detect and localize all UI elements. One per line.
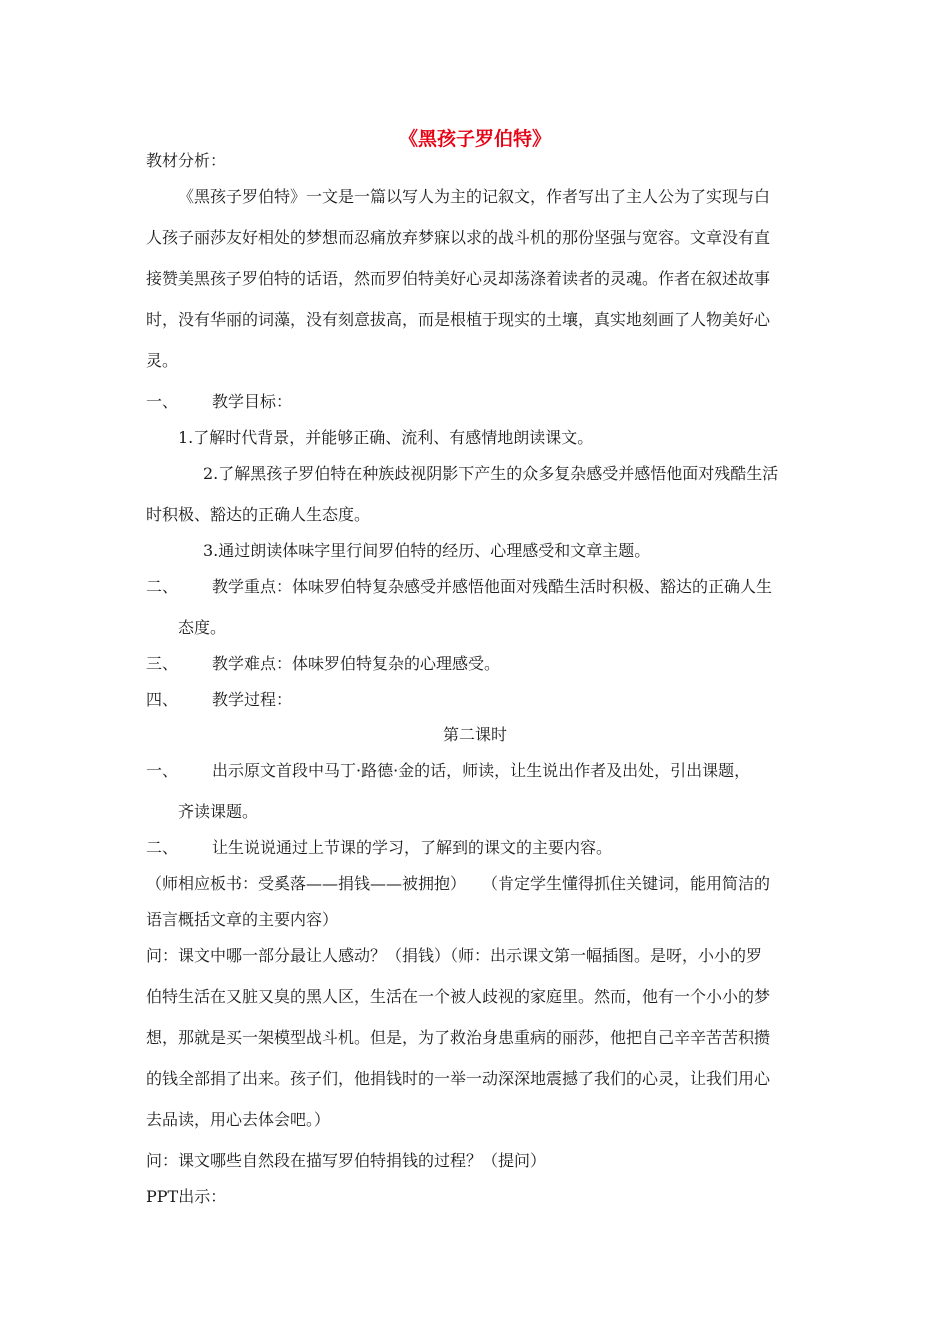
question-line: 伯特生活在又脏又臭的黑人区，生活在一个被人歧视的家庭里。然而，他有一个小小的梦 — [146, 987, 771, 1006]
analysis-line: 灵。 — [146, 351, 179, 370]
goal-item-continued: 时积极、豁达的正确人生态度。 — [146, 505, 371, 524]
document-title: 《黑孩子罗伯特》 — [398, 128, 551, 150]
goal-item: 2.了解黑孩子罗伯特在种族歧视阴影下产生的众多复杂感受并感悟他面对残酷生活 — [203, 464, 779, 483]
analysis-line: 《黑孩子罗伯特》一文是一篇以写人为主的记叙文，作者写出了主人公为了实现与白 — [178, 187, 771, 206]
process-heading: 教学过程： — [212, 690, 293, 709]
ppt-label: PPT出示： — [146, 1187, 227, 1206]
section-number: 二、 — [146, 577, 179, 596]
step-number: 一、 — [146, 761, 179, 780]
question-line: 想，那就是买一架模型战斗机。但是，为了救治身患重病的丽莎，他把自己辛辛苦苦积攒 — [146, 1028, 771, 1047]
difficulty-point: 教学难点：体味罗伯特复杂的心理感受。 — [212, 654, 501, 673]
step-text: 出示原文首段中马丁·路德·金的话，师读，让生说出作者及出处，引出课题， — [212, 761, 751, 780]
key-point: 教学重点：体味罗伯特复杂感受并感悟他面对残酷生活时积极、豁达的正确人生 — [212, 577, 773, 596]
lesson-heading: 第二课时 — [442, 725, 507, 744]
goal-item: 1.了解时代背景，并能够正确、流利、有感情地朗读课文。 — [178, 428, 594, 447]
section-number: 三、 — [146, 654, 179, 673]
goals-heading: 教学目标： — [212, 392, 293, 411]
key-point-continued: 态度。 — [178, 618, 227, 637]
section-number: 四、 — [146, 690, 179, 709]
question-line: 的钱全部捐了出来。孩子们，他捐钱时的一举一动深深地震撼了我们的心灵，让我们用心 — [146, 1069, 771, 1088]
step-text-continued: 齐读课题。 — [178, 802, 259, 821]
analysis-line: 接赞美黑孩子罗伯特的话语，然而罗伯特美好心灵却荡涤着读者的灵魂。作者在叙述故事 — [146, 269, 771, 288]
analysis-line: 时，没有华丽的词藻，没有刻意拔高，而是根植于现实的土壤，真实地刻画了人物美好心 — [146, 310, 771, 329]
step-number: 二、 — [146, 838, 179, 857]
goal-item: 3.通过朗读体味字里行间罗伯特的经历、心理感受和文章主题。 — [203, 541, 651, 560]
step-text: 让生说说通过上节课的学习，了解到的课文的主要内容。 — [212, 838, 613, 857]
question-line: 问：课文中哪一部分最让人感动？（捐钱）（师：出示课文第一幅插图。是呀，小小的罗 — [146, 946, 763, 965]
question-line: 问：课文哪些自然段在描写罗伯特捐钱的过程？（提问） — [146, 1151, 547, 1170]
analysis-heading: 教材分析： — [146, 151, 227, 170]
board-note-continued: 语言概括文章的主要内容） — [146, 910, 339, 929]
analysis-line: 人孩子丽莎友好相处的梦想而忍痛放弃梦寐以求的战斗机的那份坚强与宽容。文章没有直 — [146, 228, 771, 247]
board-note: （师相应板书：受奚落——捐钱——被拥抱） （肯定学生懂得抓住关键词，能用简洁的 — [146, 874, 771, 893]
section-number: 一、 — [146, 392, 179, 411]
question-line: 去品读，用心去体会吧。） — [146, 1110, 331, 1129]
